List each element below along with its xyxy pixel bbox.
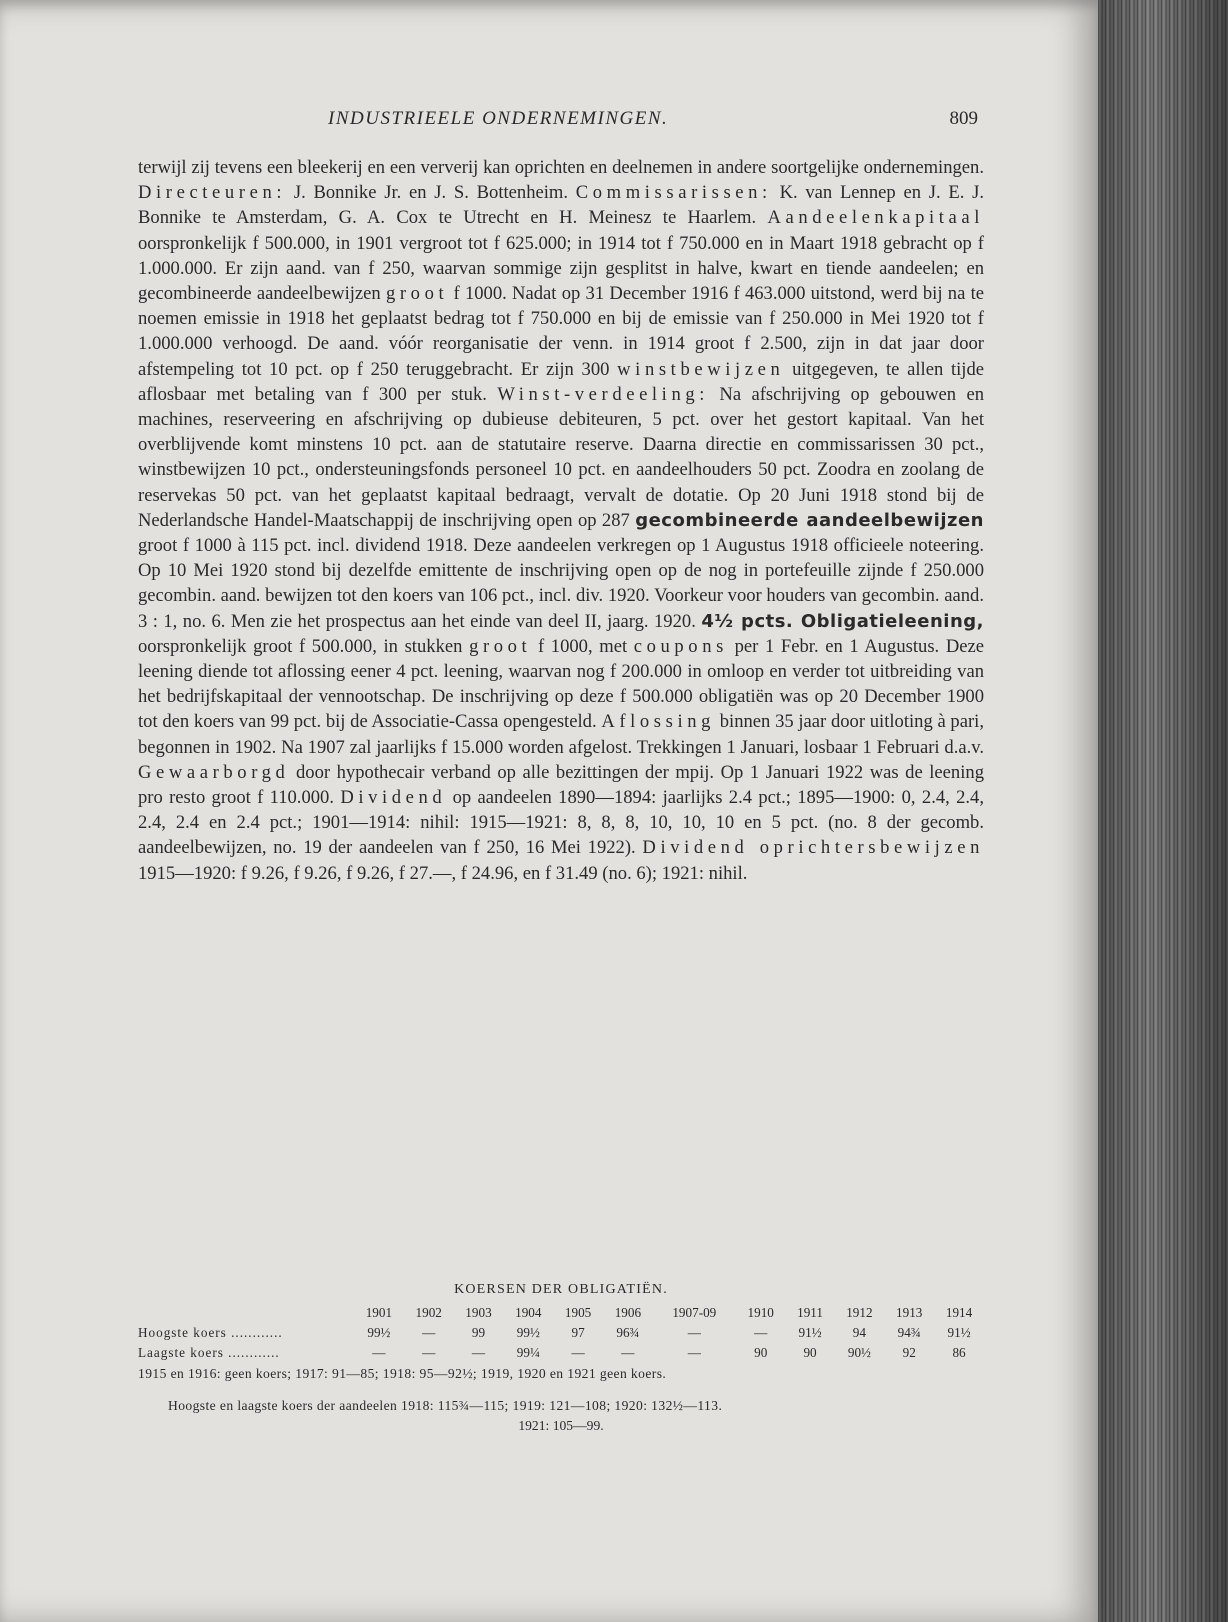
koersen-row-label: Laagste koers ............ [138,1345,280,1360]
heading-gecombineerde-aandeelbewijzen: gecombineerde aandeelbewijzen [635,509,984,531]
page-number: 809 [949,108,978,129]
emphasis-aandeelenkapitaal: Aandeelenkapitaal [767,207,984,229]
emphasis-groot: groot [385,283,449,305]
koersen-value: — [621,1345,635,1360]
text-segment: op aandeelen 1890—1894: jaarlijks 2.4 pct.; 1895—1900: 0, 2.4, 2.4, 2.4, 2.4 en 2.4 pct.; 1901—1914: nihil: 1915—1921: 8, 8, 8, 10, 10, 10 en 5 pct. (no. 8 der gecomb. aandeelbewijzen, no. 19 der aandeelen van f 250, 16 Mei 1922). [138,787,984,859]
koersen-value: 90 [803,1345,817,1360]
emphasis-directeuren: Directeuren: [138,182,287,204]
koersen-year-row [138,1303,984,1323]
koersen-year: 1903 [465,1305,492,1320]
koersen-year: 1904 [515,1305,542,1320]
koersen-row [138,1343,984,1363]
emphasis-commissarissen: Commissarissen: [575,182,772,204]
emphasis-gewaarborgd: Gewaarborgd [138,761,290,783]
koersen-note: 1915 en 1916: geen koers; 1917: 91—85; 1918: 95—92½; 1919, 1920 en 1921 geen koers. [138,1366,667,1381]
page-edge-shadow [1098,0,1228,1622]
koersen-value: — [571,1345,585,1360]
koersen-table [138,1303,984,1363]
koersen-year: 1910 [747,1305,774,1320]
emphasis-dividend: Dividend [340,787,447,809]
koersen-value: 90 [754,1345,768,1360]
koersen-value: — [372,1345,386,1360]
koersen-year: 1901 [365,1305,393,1320]
koersen-value: — [687,1325,701,1340]
aandeelen-koers-line: Hoogste en laagste koers der aandeelen 1918: 115¾—115; 1919: 121—108; 1920: 132½—113. [168,1398,723,1413]
text-segment: per 1 Febr. en 1 Augustus. Deze leening diende tot aflossing eener 4 pct. leening, waarvan nog f 200.000 in omloop en verder tot uitbreiding van het bedrijfskapitaal der vennootschap. De inschrijving op deze f 500.000 obligatiën was op 20 December 1900 tot den koers van 99 pct. bij de Associatie-Cassa opengesteld. [138,635,985,733]
book-page-edge [1098,0,1228,1622]
text-segment: terwijl zij tevens een bleekerij en een ververij kan oprichten en deelnemen in andere soortgelijke ondernemingen. [138,157,984,178]
koersen-value: 91½ [798,1325,822,1340]
aandeelen-koers-line-continued: 1921: 105—99. [518,1418,604,1433]
koersen-value: — [422,1325,436,1340]
koersen-value: 91½ [947,1325,971,1340]
emphasis-dividend-oprichtersbewijzen: Dividend oprichtersbewijzen [642,837,984,859]
koersen-table-title: KOERSEN DER OBLIGATIËN. [454,1282,668,1297]
text-segment: oorspronkelijk groot f 500.000, in stukken [138,635,463,657]
koersen-value: 90½ [847,1345,871,1360]
koersen-value: — [687,1345,701,1360]
text-segment: K. van Lennep en J. E. J. Bonnike te Amsterdam, G. A. Cox te Utrecht en H. Meinesz te Haarlem. [138,182,984,229]
koersen-year: 1913 [896,1305,923,1320]
koersen-value: 96¾ [616,1325,640,1340]
text-segment: Na afschrijving op gebouwen en machines, reserveering en afschrijving op dubieuse debiteuren, 5 pct. over het gestort kapitaal. Van het overblijvende komt minstens 10 pct. aan de statutaire reserve. Daarna directie en commissarissen 30 pct., winstbewijzen 10 pct., ondersteuningsfonds personeel 10 pct. en aandeelhouders 50 pct. Zoodra en zoolang de reservekas 50 pct. van het geplaatst kapitaal bedraagt, vervalt de dotatie. Op 20 Juni 1918 stond bij de Nederlandsche Handel-Maatschappij de inschrijving open op 287 [138,383,984,531]
emphasis-aflossing: Aflossing [601,711,716,733]
koersen-year: 1911 [797,1305,823,1320]
koersen-value: 99 [471,1325,486,1340]
koersen-value: 99½ [516,1325,540,1340]
koersen-value: — [754,1325,768,1340]
koersen-value: 99½ [367,1325,391,1340]
running-title: INDUSTRIEELE ONDERNEMINGEN. [328,108,669,129]
text-segment: groot f 1000 à 115 pct. incl. dividend 1918. Deze aandeelen verkregen op 1 Augustus 1918 officieele noteering. Op 10 Mei 1920 stond bij dezelfde emittente de inschrijving open op de nog in portefeuille zijnde f 250.000 gecombin. aand. bewijzen tot den koers van 106 pct., incl. div. 1920. Voorkeur voor houders van gecombin. aand. 3 : 1, no. 6. Men zie het prospectus aan het einde van deel II, jaarg. 1920. [138,535,984,632]
page-header [138,108,978,138]
body-text [138,155,984,886]
koersen-value: 92 [902,1345,916,1360]
koersen-year: 1905 [564,1305,592,1320]
emphasis-winstverdeeling: Winst-verdeeling: [497,383,710,405]
text-segment: J. Bonnike Jr. en J. S. Bottenheim. [293,182,569,204]
emphasis-groot: groot [469,635,532,657]
text-segment: uitgegeven, te allen tijde aflosbaar met betaling van f 300 per stuk. [138,358,984,405]
koersen-row [138,1323,984,1343]
koersen-row-label: Hoogste koers ............ [138,1325,283,1340]
koersen-value: 86 [952,1345,966,1360]
koersen-value: 99¼ [516,1345,540,1360]
koersen-year: 1902 [415,1305,442,1320]
koersen-year: 1906 [614,1305,642,1320]
koersen-year: 1912 [846,1305,873,1320]
text-segment: oorspronkelijk f 500.000, in 1901 vergroot tot f 625.000; in 1914 tot f 750.000 en in Maart 1918 gebracht op f 1.000.000. Er zijn aand. van f 250, waarvan sommige zijn gesplitst in halve, kwart en tiende aandeelen; en gecombineerde aandeelbewijzen [138,232,984,305]
text-segment: door hypothecair verband op alle bezittingen der mpij. Op 1 Januari 1922 was de leening pro resto groot f 110.000. [138,761,984,809]
koersen-value: 94¾ [897,1325,921,1340]
koersen-year: 1914 [945,1305,973,1320]
koersen-value: 97 [571,1325,585,1340]
text-segment: f 1000. Nadat op 31 December 1916 f 463.000 uitstond, werd bij na te noemen emissie in 1918 het geplaatst bedrag tot f 750.000 en bij de emissie van f 250.000 in Mei 1920 tot f 1.000.000 verhoogd. De aand. vóór reorganisatie der venn. in 1914 groot f 2.500, zijn in dat jaar door afstempeling tot 10 pct. op f 250 teruggebracht. Er zijn 300 [138,283,984,380]
text-segment: 1915—1920: f 9.26, f 9.26, f 9.26, f 27.—, f 24.96, en f 31.49 (no. 6); 1921: nihil. [138,862,748,884]
koersen-year: 1907-09 [672,1305,717,1320]
emphasis-winstbewijzen: winstbewijzen [617,358,785,380]
koersen-table-body [138,1303,984,1363]
text-segment: binnen 35 jaar door uitloting à pari, begonnen in 1902. Na 1907 zal jaarlijks f 15.000 worden afgelost. Trekkingen 1 Januari, losbaar 1 Februari d.a.v. [138,711,984,758]
koersen-label-cell [138,1303,354,1323]
emphasis-coupons: coupons [633,635,728,657]
koersen-value: — [471,1345,486,1360]
koersen-value: 94 [852,1325,866,1340]
koersen-value: — [422,1345,436,1360]
text-segment: f 1000, met [537,635,628,657]
heading-obligatieleening: 4½ pcts. Obligatieleening, [701,610,984,632]
